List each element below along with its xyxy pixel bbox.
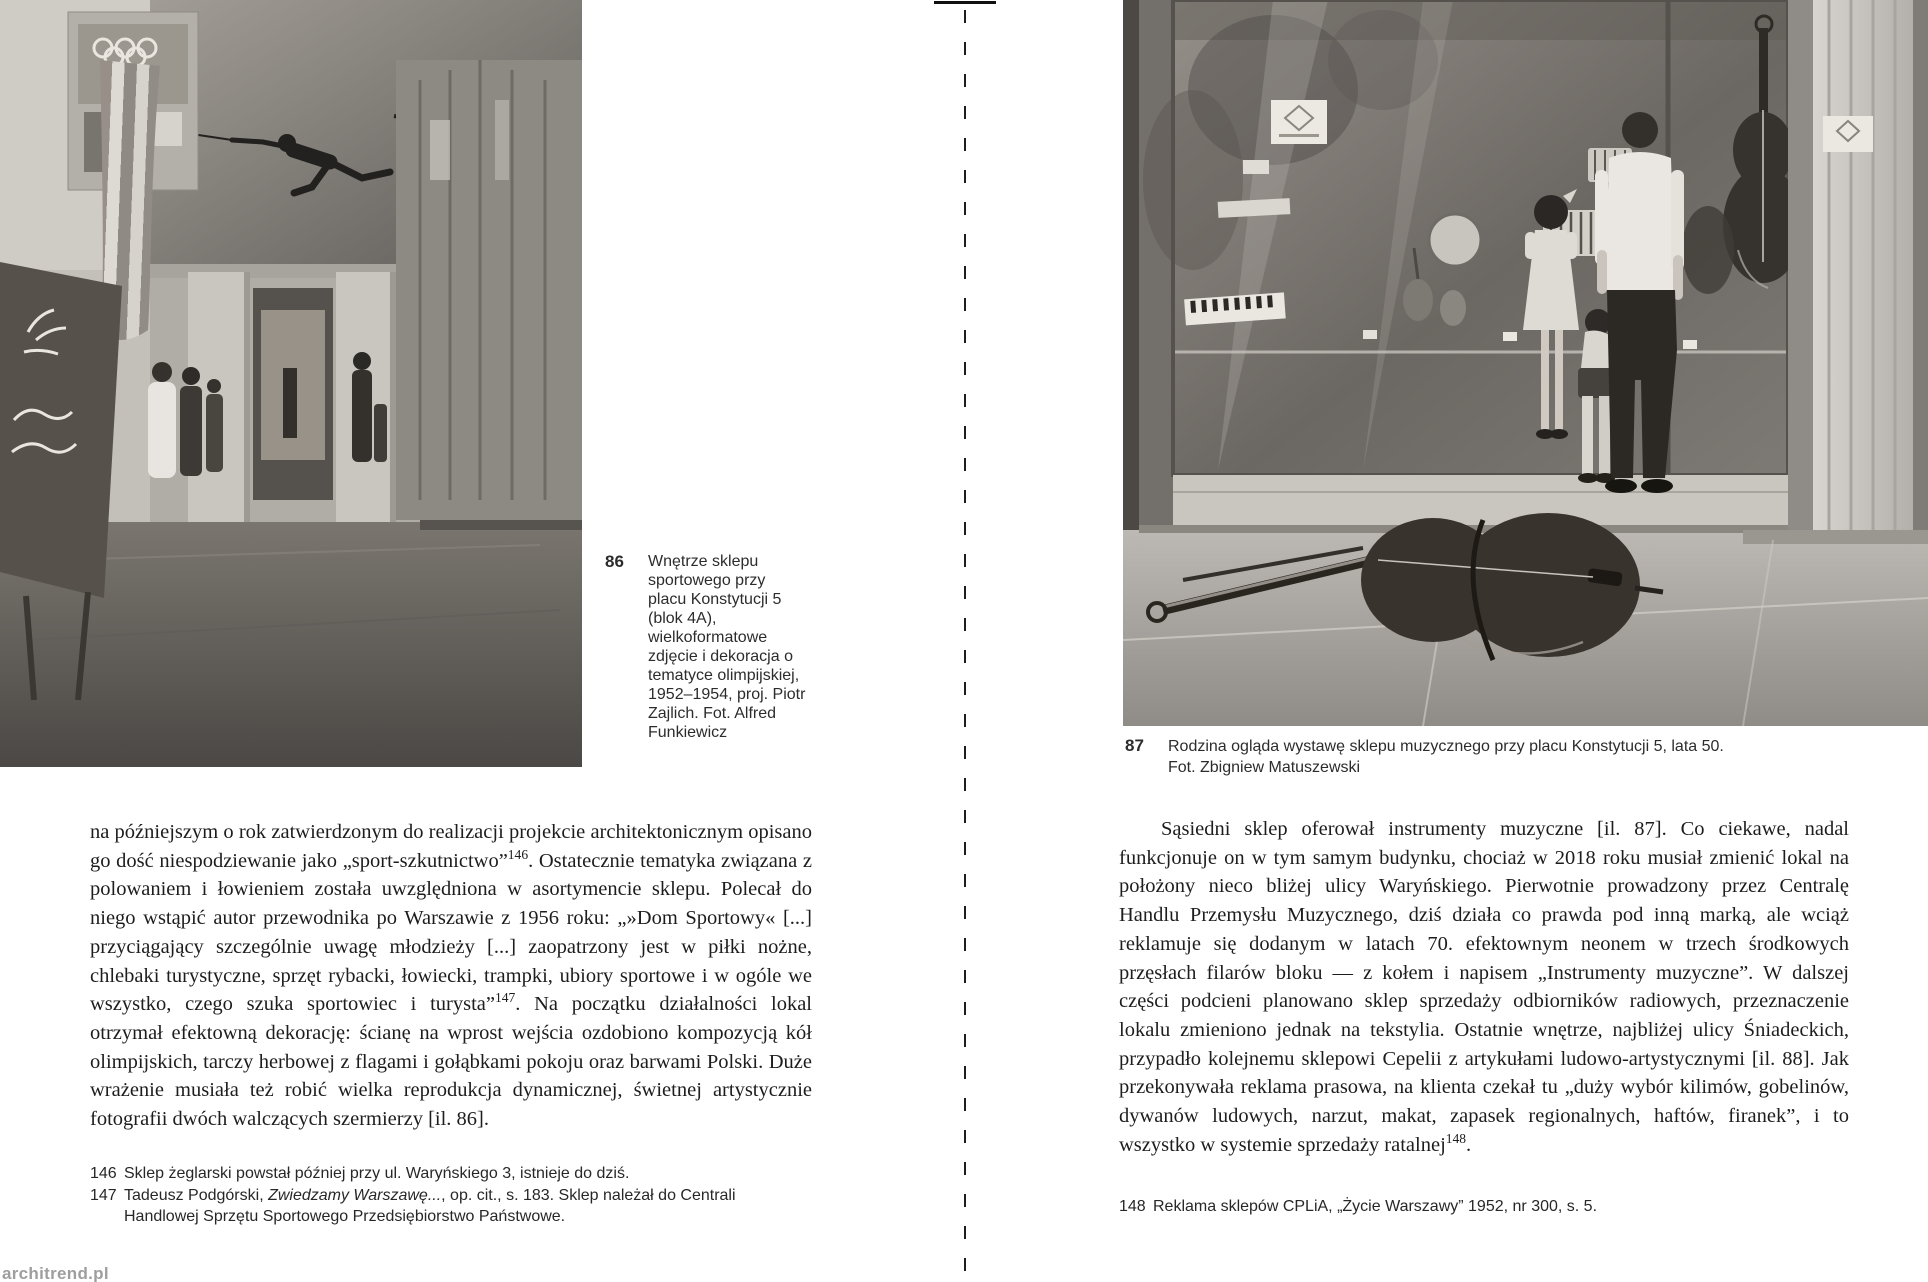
caption-87	[1125, 736, 1805, 778]
footnote-text: Tadeusz Podgórski, Zwiedzamy Warszawę..., op. cit., s. 183. Sklep należał do Centrali Handlowej Sprzętu Sportowego Przedsiębiorstwo Państwowe.	[124, 1186, 736, 1225]
display-wall	[396, 60, 582, 520]
footnote-number: 146	[90, 1165, 117, 1182]
caption-86-number: 86	[605, 552, 624, 571]
caption-87-line-1: Rodzina ogląda wystawę sklepu muzycznego przy placu Konstytucji 5, lata 50.	[1168, 738, 1724, 755]
left-footnotes	[90, 1163, 812, 1228]
right-photo-music-shop-window	[1123, 0, 1928, 726]
right-footnotes	[1119, 1196, 1849, 1218]
caption-87-text	[1168, 736, 1805, 778]
footnote-row-148	[1119, 1196, 1849, 1218]
ratalna-sign	[1271, 100, 1327, 144]
footnote-row-146	[90, 1163, 812, 1185]
fold-dashed-line	[964, 10, 966, 1282]
footnote-number: 148	[1119, 1198, 1146, 1215]
left-photo-illustration	[0, 0, 582, 767]
drum	[1429, 214, 1481, 266]
caption-86	[605, 552, 817, 742]
mandolin	[1403, 279, 1433, 321]
footnote-text: Reklama sklepów CPLiA, „Życie Warszawy” 1952, nr 300, s. 5.	[1153, 1198, 1598, 1215]
caption-87-number: 87	[1125, 736, 1144, 755]
right-photo-illustration	[1123, 0, 1928, 726]
right-body-paragraph: Sąsiedni sklep oferował instrumenty muzyczne [il. 87]. Co ciekawe, nadal funkcjonuje on w tym samym budynku, chociaż w 2018 roku musiał zmienić lokal na położony nieco bliżej ulicy Waryńskiego. Pierwotnie prowadzony przez Centralę Handlu Przemysłu Muzycznego, dziś działa co prawda pod inną marką, ale wciąż reklamuje się dodanym w latach 70. efektownym neonem w trzech środkowych przęsłach filarów bloku — z kołem i napisem „Instrumenty muzyczne”. W dalszej części podcieni planowano sklep sprzedaży odbiorników radiowych, przeznaczenie lokalu zmieniono jednak na tekstylia. Ostatnie wnętrze, najbliżej ulicy Śniadeckich, przypadło kolejnemu sklepowi Cepelii z artykułami ludowo-artystycznymi [il. 88]. Jak przekonywała reklama prasowa, na klienta czekał tu „duży wybór kilimów, gobelinów, dywanów ludowych, narzut, makat, zapasek regionalnych, haftów, firanek”, i to wszystko w systemie sprzedaży ratalnej$^{148}$.	[1119, 818, 1849, 1156]
watermark: architrend.pl	[2, 1264, 109, 1282]
footnote-row-147	[90, 1185, 812, 1228]
caption-86-text: Wnętrze sklepu sportowego przy placu Konstytucji 5 (blok 4A), wielkoformatowe zdjęcie i dekoracja o tematyce olimpijskiej, 1952–1954, proj. Piotr Zajlich. Fot. Alfred Funkiewicz	[648, 553, 806, 741]
left-body-paragraph: na późniejszym o rok zatwierdzonym do realizacji projekcie architektonicznym opisano go dość niespodziewanie jako „sport-szkutnictwo”$^{146}$. Ostatecznie tematyka związana z polowaniem i łowieniem została uwzględniona w asortymencie sklepu. Polecał do niego wstąpić autor przewodnika po Warszawie z 1956 roku: „»Dom Sportowy« [...] przyciągający szczególnie uwagę młodzieży [...] zaopatrzony jest w piłki nożne, chlebaki turystyczne, sprzęt rybacki, łowiecki, trampki, ubiory sportowe i w ogóle we wszystko, czego szuka sportowiec i turysta”$^{147}$. Na początku działalności lokal otrzymał efektowną dekorację: ścianę na wprost wejścia ozdobiono kompozycją kół olimpijskich, tarczy herbowej z flagami i gołąbkami pokoju oraz barwami Polski. Duże wrażenie musiała też robić wielka reprodukcja dynamicznej, świetnej artystycznie fotografii dwóch walczących szermierzy [il. 86].	[90, 821, 813, 1131]
footnote-text: Sklep żeglarski powstał później przy ul. Waryńskiego 3, istnieje do dziś.	[124, 1165, 630, 1182]
caption-87-line-2: Fot. Zbigniew Matuszewski	[1168, 759, 1361, 776]
footnote-number: 147	[90, 1186, 117, 1204]
fold-crop-mark	[934, 1, 996, 4]
left-photo-sport-shop-interior	[0, 0, 582, 767]
